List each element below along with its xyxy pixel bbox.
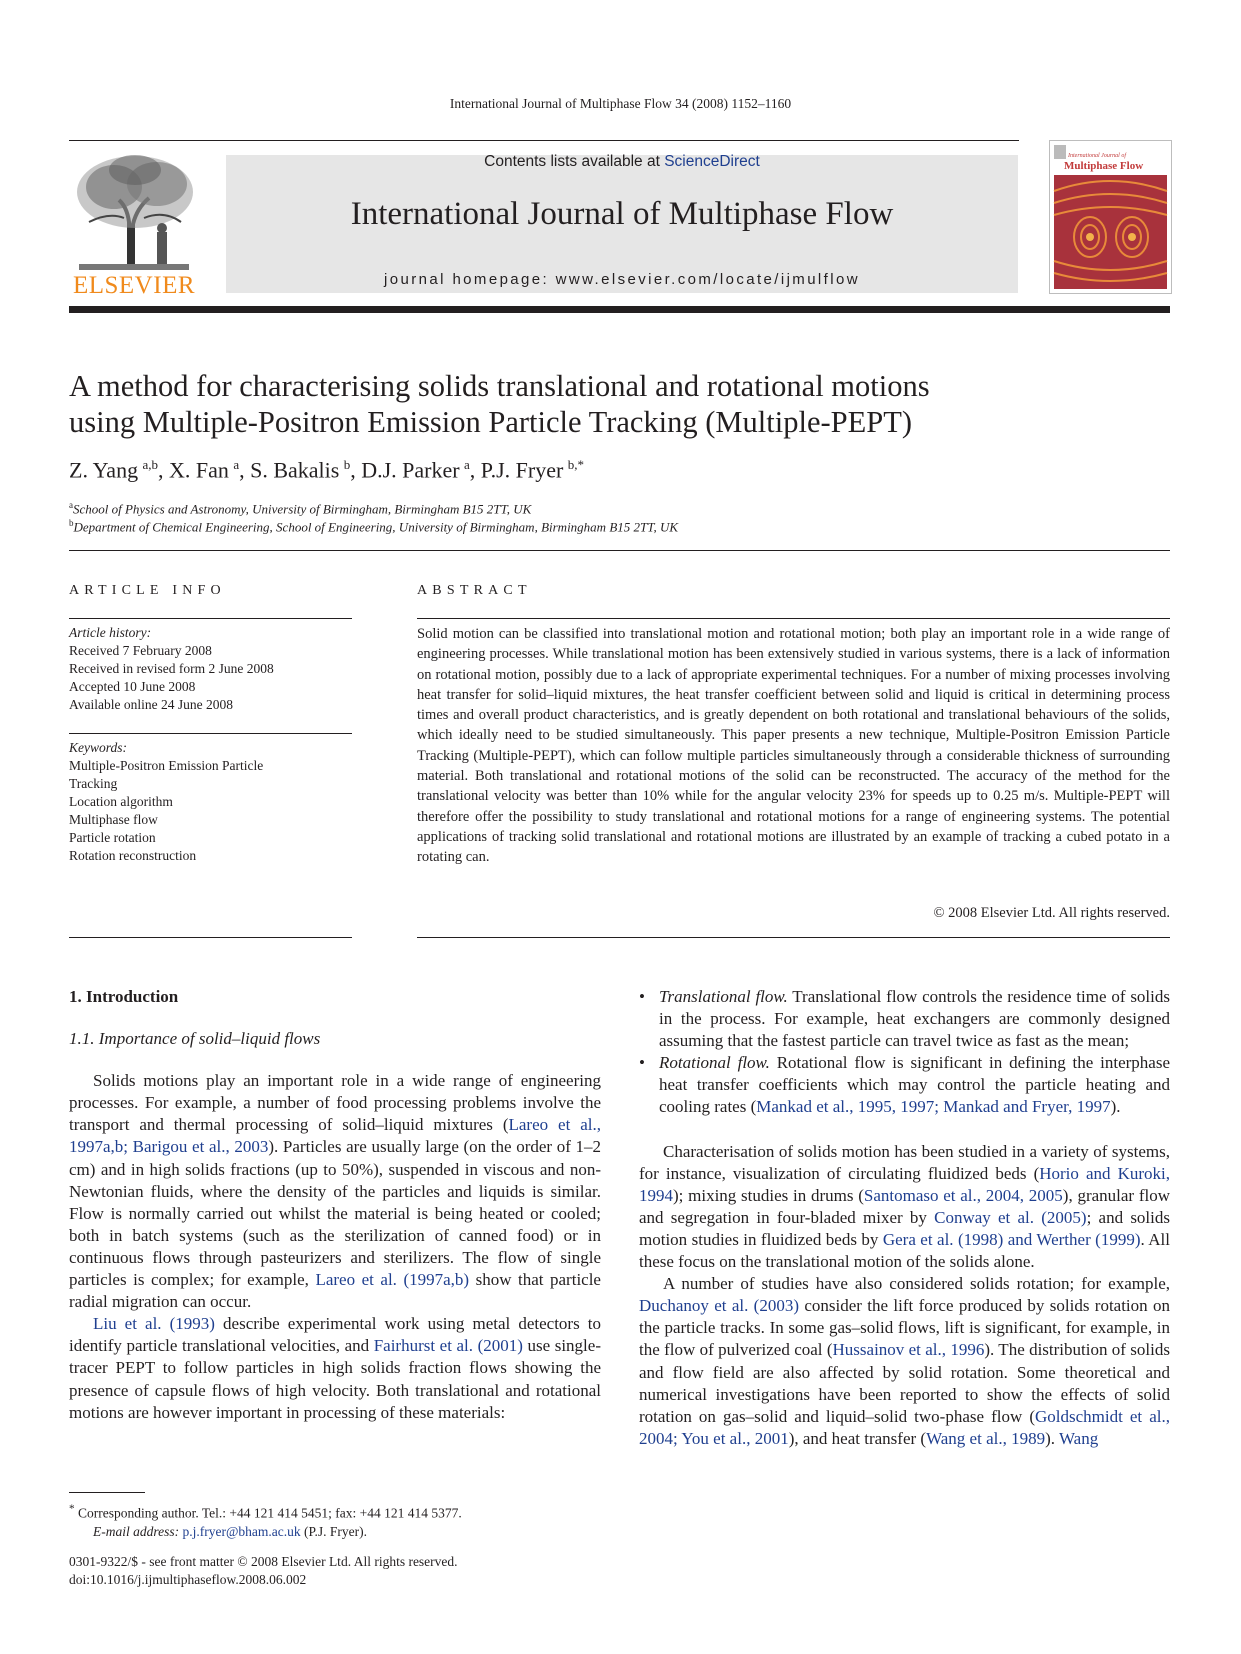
author-list: Z. Yang $^{a,b}$, X. Fan $^a$, S. Bakalis $^b$, D.J. Parker $^a$, P.J. Fryer $^{b,*}$ (69, 457, 584, 483)
header-rule (69, 140, 1019, 141)
cover-title: Multiphase Flow (1064, 160, 1144, 172)
bullet-term: Rotational flow. (659, 1053, 770, 1073)
paragraph-gap (639, 1119, 1170, 1141)
abstract-text: Solid motion can be classified into translational motion and rotational motion; both play an important role in a wide range of engineering processes. While translational motion has been extensively studied in various systems, there is a lack of information on rotational motion, possibly due to a lack of appropriate experimental techniques. For a number of mixing processes involving heat transfer for solid–liquid mixtures, the heat transfer coefficient between solid and liquid is critical in determining process times and overall product characteristics, and is greatly dependent on both rotational and translational behaviours of the solids, which ideally need to be studied simultaneously. This paper presents a new technique, Multiple-Positron Emission Particle Tracking (Multiple-PEPT), which can follow multiple particles simultaneously through a considerable thickness of surrounding material. Both translational and rotational motions of the solid can be reconstructed. The accuracy of the method for the translational velocity was better than 10% while for the angular velocity 23% for speeds up to 0.25 m/s. Multiple-PEPT will therefore offer the possibility to study translational and rotational motions for a range of engineering systems. The potential applications of tracking solid translational and rotational motions are illustrated by an example of tracking a cubed potato in a rotating can. (417, 626, 1170, 866)
body-column-right (639, 986, 1170, 1450)
affiliation-b (69, 518, 1169, 535)
contents-prefix: Contents lists available at (484, 153, 665, 170)
text-run: ); mixing studies in drums ( (673, 1185, 864, 1205)
history-item: Received in revised form 2 June 2008 (69, 661, 274, 676)
keyword-item: Rotation reconstruction (69, 848, 197, 863)
footnote-line (69, 1500, 629, 1523)
keywords (69, 739, 352, 865)
citation-link[interactable]: Horio and Kuroki, 1994 (639, 1163, 1170, 1205)
text-run: . All these focus on the translational motion of the solids alone. (639, 1229, 1170, 1272)
author-affiliation-mark: b,* (567, 457, 584, 472)
body-paragraph (639, 1141, 1170, 1274)
citation-link[interactable]: Lareo et al. (1997a,b) (315, 1270, 470, 1290)
keywords-label: Keywords: (69, 740, 127, 755)
cover-journal-name: International Journal of (1068, 153, 1126, 159)
text-run: ). Particles are usually large (on the order of 1–2 cm) and in high solids fractions (up to 50%), suspended in viscous and non-Newtonian fluids, where the density of the particles and liquids is similar. Flow is normally carried out whilst the material is being heated or cooled; both in batch systems (such as the sterilization of canned food) or in continuous flows through pasteurizers and sterilizers. The flow of single particles is complex; for example, (69, 1137, 601, 1290)
body-paragraph (69, 1313, 601, 1423)
citation-link[interactable]: Lareo et al., 1997a,b; Barigou et al., 2003 (69, 1115, 601, 1157)
email-label: E-mail address: (93, 1523, 183, 1539)
footnote-rule (69, 1492, 145, 1493)
abstract-rule (417, 937, 1170, 938)
author-name[interactable]: D.J. Parker (361, 457, 460, 483)
affiliation-text: School of Physics and Astronomy, University of Birmingham, Birmingham B15 2TT, UK (73, 501, 532, 517)
text-run: show that particle radial migration can occur. (69, 1270, 601, 1312)
contents-line (226, 153, 1018, 171)
title-line-2: using Multiple-Positron Emission Particle Tracking (Multiple-PEPT) (69, 405, 912, 439)
bullet-term: Translational flow. (659, 987, 788, 1006)
sciencedirect-link[interactable]: ScienceDirect (664, 153, 760, 170)
keyword-item: Tracking (69, 776, 118, 791)
affiliation-mark: b (69, 518, 74, 528)
article-info-rule (69, 733, 352, 734)
front-matter (69, 1553, 629, 1589)
history-item: Available online 24 June 2008 (69, 697, 233, 712)
text-run: use single-tracer PEPT to follow particles in high solids fraction flows showing the presence of capsule flows of high velocity. Both translational and rotational motions are however important in processing of these materials: (69, 1336, 601, 1422)
email-suffix: (P.J. Fryer). (300, 1523, 368, 1539)
citation-link[interactable]: Wang et al., 1989 (926, 1428, 1046, 1448)
history-item: Accepted 10 June 2008 (69, 679, 196, 694)
citation-link[interactable]: Gera et al. (1998) and Werther (1999) (882, 1229, 1141, 1249)
author-name[interactable]: P.J. Fryer (480, 457, 564, 483)
journal-homepage[interactable]: journal homepage: www.elsevier.com/locate/ijmulflow (384, 271, 860, 288)
body-paragraph (639, 1273, 1170, 1450)
author-name[interactable]: X. Fan (169, 457, 229, 483)
text-run: ), granular flow and segregation in four-bladed mixer by (639, 1185, 1170, 1227)
keyword-item: Multiple-Positron Emission Particle (69, 758, 264, 773)
text-run: A number of studies have also considered solids rotation; for example, (663, 1274, 1170, 1294)
citation-link[interactable]: Mankad et al., 1995, 1997; Mankad and Fryer, 1997 (756, 1097, 1111, 1117)
issn-line: 0301-9322/$ - see front matter © 2008 Elsevier Ltd. All rights reserved. (69, 1554, 458, 1569)
doi-line[interactable]: doi:10.1016/j.ijmultiphaseflow.2008.06.002 (69, 1572, 307, 1587)
affiliation-text: Department of Chemical Engineering, School of Engineering, University of Birmingham, Birmingham B15 2TT, UK (73, 519, 679, 535)
text-run: ). The distribution of solids and flow field are also affected by solid rotation. Some theoretical and numerical investigations have been reported to show the effects of solid rotation on gas–solid and liquid–solid two-phase flow ( (639, 1340, 1170, 1426)
citation-link[interactable]: Liu et al. (1993) (93, 1314, 215, 1334)
article-history-label: Article history: (69, 625, 152, 640)
section-heading: 1. Introduction (69, 987, 179, 1006)
affiliation-mark: a (69, 500, 73, 510)
article-title (69, 368, 1169, 440)
text-run: Rotational flow is significant in defining the interphase heat transfer coefficients which may control the particle heating and cooling rates ( (659, 1053, 1170, 1117)
article-history (69, 624, 352, 714)
footnote-text: Corresponding author. Tel.: +44 121 414 5451; fax: +44 121 414 5377. (74, 1505, 462, 1521)
email-link[interactable]: p.j.fryer@bham.ac.uk (182, 1523, 301, 1539)
text-run: Solids motions play an important role in a wide range of engineering processes. For example, a number of food processing problems involve the transport and thermal processing of solid–liquid mixtures ( (69, 1071, 601, 1135)
citation-link[interactable]: Goldschmidt et al., 2004; You et al., 2001 (639, 1406, 1170, 1448)
text-run: ; and solids motion studies in fluidized beds by (639, 1207, 1170, 1249)
article-info-rule (69, 618, 352, 619)
abstract-heading: ABSTRACT (417, 583, 532, 598)
article-info-heading: ARTICLE INFO (69, 583, 226, 598)
citation-link[interactable]: Wang (1058, 1428, 1099, 1448)
bullet-item (639, 986, 1170, 1052)
citation-link[interactable]: Duchanoy et al. (2003) (639, 1296, 800, 1316)
footnote-email-line (69, 1523, 629, 1541)
journal-title: International Journal of Multiphase Flow (350, 196, 894, 232)
affiliation-a (69, 500, 1169, 517)
text-run: consider the lift force produced by solids rotation on the particle tracks. In some gas–solid flows, lift is significant, for example, in the flow of pulverized coal ( (639, 1296, 1170, 1360)
bullet-dot: • (639, 1053, 645, 1073)
bullet-dot: • (639, 987, 645, 1006)
abstract-rule (417, 618, 1170, 619)
author-affiliation-mark: a,b (142, 457, 159, 472)
article-info-rule (69, 937, 352, 938)
author-affiliation-mark: b (343, 457, 351, 472)
author-affiliation-mark: a (233, 457, 240, 472)
text-run: ). (1045, 1428, 1059, 1448)
author-name[interactable]: S. Bakalis (250, 457, 340, 483)
keyword-item: Location algorithm (69, 794, 173, 809)
footnote-mark: * (69, 1503, 75, 1515)
abstract-copyright: © 2008 Elsevier Ltd. All rights reserved. (933, 905, 1170, 921)
text-run: Characterisation of solids motion has been studied in a variety of systems, for instance, visualization of circulating fluidized beds ( (639, 1141, 1170, 1183)
text-run: describe experimental work using metal detectors to identify particle translational velocities, and (69, 1314, 601, 1356)
body-paragraph (69, 1070, 601, 1313)
running-head: International Journal of Multiphase Flow 34 (2008) 1152–1160 (449, 96, 792, 111)
citation-link[interactable]: Conway et al. (2005) (934, 1207, 1087, 1227)
journal-cover-image (1049, 140, 1172, 294)
affiliation-rule (69, 550, 1170, 551)
text-run: ), and heat transfer ( (788, 1428, 927, 1448)
history-item: Received 7 February 2008 (69, 643, 212, 658)
citation-link[interactable]: Hussainov et al., 1996 (832, 1340, 985, 1360)
body-column-left (69, 986, 601, 1424)
author-affiliation-mark: a (464, 457, 470, 472)
text-run: Translational flow controls the residence time of solids in the process. For example, heat exchangers are commonly designed assuming that the fastest particle can travel twice as fast as the mean; (659, 987, 1170, 1051)
citation-link[interactable]: Fairhurst et al. (2001) (373, 1336, 523, 1356)
corresponding-author-footnote (69, 1500, 629, 1541)
author-name[interactable]: Z. Yang (69, 457, 139, 483)
keyword-item: Particle rotation (69, 830, 156, 845)
subsection-heading: 1.1. Importance of solid–liquid flows (69, 1029, 321, 1049)
keyword-item: Multiphase flow (69, 812, 158, 827)
elsevier-wordmark: ELSEVIER (72, 272, 196, 299)
citation-link[interactable]: Santomaso et al., 2004, 2005 (863, 1185, 1063, 1205)
text-run: ). (1110, 1097, 1121, 1117)
bullet-item (639, 1052, 1170, 1118)
header-thick-rule (69, 306, 1170, 313)
title-line-1: A method for characterising solids translational and rotational motions (69, 369, 930, 403)
